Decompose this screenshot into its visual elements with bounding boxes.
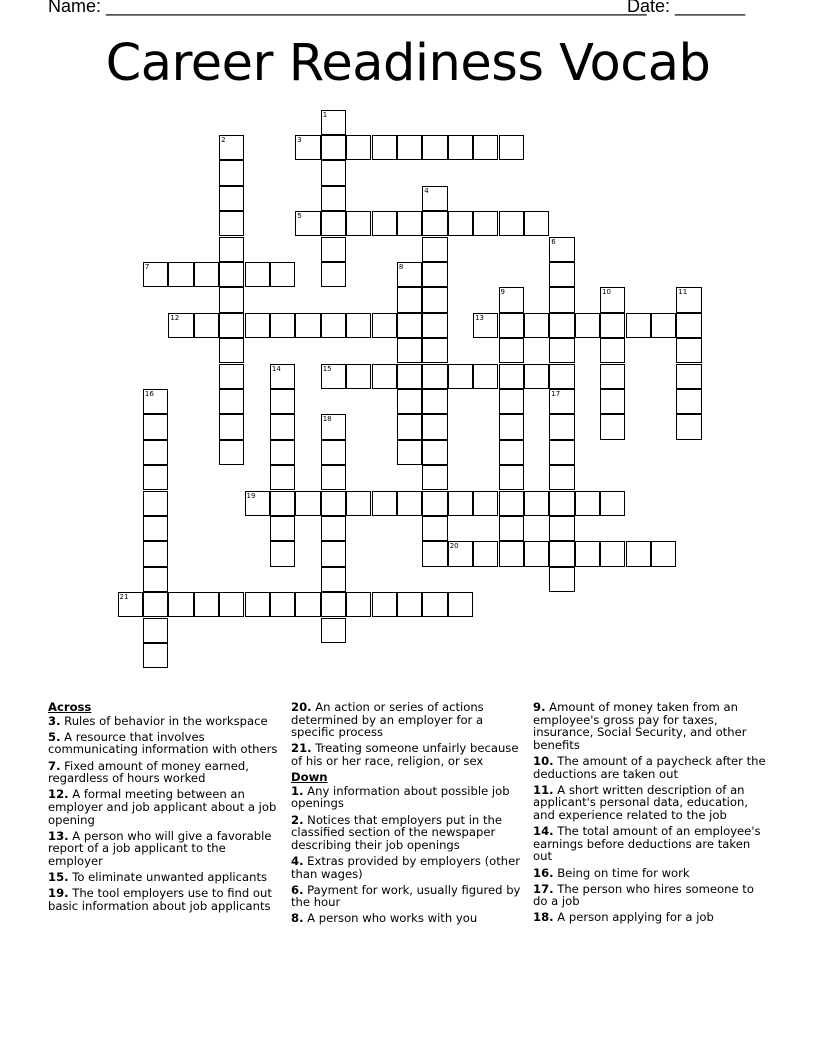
grid-cell[interactable]	[600, 313, 625, 338]
grid-cell[interactable]	[575, 313, 600, 338]
grid-cell[interactable]	[473, 211, 498, 236]
clue-number-label: 8	[398, 262, 404, 271]
grid-cell[interactable]	[422, 440, 447, 465]
grid-cell[interactable]	[219, 389, 244, 414]
grid-cell[interactable]	[676, 364, 701, 389]
clue-number-label: 3	[297, 135, 302, 144]
clue-number-label: 11	[678, 288, 688, 297]
grid-cell[interactable]	[321, 135, 346, 160]
grid-cell[interactable]	[549, 287, 574, 312]
grid-cell[interactable]	[219, 287, 244, 312]
clue-item	[533, 784, 769, 822]
grid-cell[interactable]	[524, 364, 549, 389]
clue-number: 9.	[533, 700, 546, 714]
clue-item	[291, 912, 527, 925]
grid-cell[interactable]	[270, 592, 295, 617]
grid-cell[interactable]	[422, 541, 447, 566]
grid-cell[interactable]	[397, 491, 422, 516]
clue-text: A person who works with you	[303, 911, 478, 926]
grid-cell[interactable]	[422, 135, 447, 160]
clue-item	[291, 742, 527, 767]
grid-cell[interactable]	[372, 592, 397, 617]
clue-number-label: 20	[449, 542, 459, 551]
clue-text: Notices that employers put in the classified section of the newspaper describing their job openings	[291, 812, 502, 852]
grid-cell[interactable]	[168, 262, 193, 287]
grid-cell[interactable]	[321, 262, 346, 287]
grid-cell[interactable]	[321, 541, 346, 566]
clue-item	[533, 701, 769, 751]
grid-cell[interactable]	[295, 313, 320, 338]
grid-cell[interactable]	[372, 313, 397, 338]
clue-text: Fixed amount of money earned, regardless of hours worked	[48, 758, 249, 786]
grid-cell[interactable]	[194, 262, 219, 287]
clue-item	[48, 760, 284, 785]
grid-cell[interactable]	[321, 440, 346, 465]
grid-cell[interactable]	[321, 414, 346, 439]
grid-cell[interactable]	[676, 414, 701, 439]
clue-number: 10.	[533, 753, 554, 768]
clue-item	[533, 911, 769, 924]
grid-cell[interactable]	[422, 516, 447, 541]
clue-number: 2.	[291, 812, 304, 827]
clue-number-label: 9	[500, 288, 505, 297]
grid-cell[interactable]	[397, 211, 422, 236]
grid-cell[interactable]	[321, 491, 346, 516]
grid-cell[interactable]	[321, 567, 346, 592]
grid-cell[interactable]	[321, 110, 346, 135]
grid-cell[interactable]	[397, 135, 422, 160]
grid-cell[interactable]	[422, 389, 447, 414]
grid-cell[interactable]	[676, 338, 701, 363]
grid-cell[interactable]	[448, 592, 473, 617]
grid-cell[interactable]	[422, 414, 447, 439]
grid-cell[interactable]	[346, 211, 371, 236]
clues-column-2	[291, 701, 527, 929]
grid-cell[interactable]	[245, 491, 270, 516]
grid-cell[interactable]	[499, 541, 524, 566]
grid-cell[interactable]	[321, 618, 346, 643]
grid-cell[interactable]	[143, 262, 168, 287]
clue-number-label: 10	[602, 288, 612, 297]
grid-cell[interactable]	[422, 364, 447, 389]
clue-number: 19.	[48, 886, 69, 901]
grid-cell[interactable]	[626, 541, 651, 566]
grid-cell[interactable]	[143, 618, 168, 643]
grid-cell[interactable]	[448, 364, 473, 389]
grid-cell[interactable]	[321, 186, 346, 211]
clue-item	[533, 883, 769, 908]
grid-cell[interactable]	[499, 135, 524, 160]
grid-cell[interactable]	[397, 389, 422, 414]
clue-number-label: 13	[475, 313, 485, 322]
grid-cell[interactable]	[219, 262, 244, 287]
grid-cell[interactable]	[143, 567, 168, 592]
grid-cell[interactable]	[422, 313, 447, 338]
clue-number-label: 18	[322, 415, 332, 424]
grid-cell[interactable]	[549, 389, 574, 414]
grid-cell[interactable]	[321, 465, 346, 490]
grid-cell[interactable]	[549, 313, 574, 338]
grid-cell[interactable]	[549, 262, 574, 287]
grid-cell[interactable]	[321, 237, 346, 262]
clue-number: 20.	[291, 700, 312, 714]
clue-number: 16.	[533, 865, 554, 880]
grid-cell[interactable]	[219, 135, 244, 160]
grid-cell[interactable]	[118, 592, 143, 617]
clue-number-label: 2	[221, 135, 226, 144]
grid-cell[interactable]	[524, 313, 549, 338]
grid-cell[interactable]	[295, 135, 320, 160]
clue-number: 15.	[48, 870, 69, 885]
grid-cell[interactable]	[600, 338, 625, 363]
grid-cell[interactable]	[321, 211, 346, 236]
grid-cell[interactable]	[143, 440, 168, 465]
clue-text: Treating someone unfairly because of his or her race, religion, or sex	[291, 741, 519, 768]
clue-text: The total amount of an employee's earnings before deductions are taken out	[533, 824, 761, 864]
clue-item	[533, 825, 769, 863]
grid-cell[interactable]	[219, 237, 244, 262]
grid-cell[interactable]	[270, 414, 295, 439]
grid-cell[interactable]	[549, 491, 574, 516]
clue-number-label: 21	[119, 593, 129, 602]
date-field-label: Date: _______	[627, 0, 746, 16]
grid-cell[interactable]	[372, 135, 397, 160]
grid-cell[interactable]	[219, 211, 244, 236]
clue-number-label: 15	[322, 364, 332, 373]
grid-cell[interactable]	[397, 338, 422, 363]
grid-cell[interactable]	[499, 465, 524, 490]
clue-number: 13.	[48, 828, 69, 843]
grid-cell[interactable]	[270, 262, 295, 287]
grid-cell[interactable]	[143, 592, 168, 617]
clue-text: A formal meeting between an employer and job applicant about a job opening	[48, 787, 277, 827]
grid-cell[interactable]	[473, 135, 498, 160]
clue-text: A person applying for a job	[553, 910, 714, 925]
grid-cell[interactable]	[549, 364, 574, 389]
grid-cell[interactable]	[575, 491, 600, 516]
grid-cell[interactable]	[499, 364, 524, 389]
clue-number-label: 12	[170, 313, 180, 322]
grid-cell[interactable]	[219, 592, 244, 617]
grid-cell[interactable]	[143, 516, 168, 541]
clue-text: A short written description of an applicant's personal data, education, and experience related to the job	[533, 782, 748, 822]
grid-cell[interactable]	[295, 491, 320, 516]
grid-cell[interactable]	[600, 287, 625, 312]
clue-number-label: 6	[551, 237, 556, 246]
grid-cell[interactable]	[321, 364, 346, 389]
clue-text: The amount of a paycheck after the deductions are taken out	[533, 753, 766, 781]
grid-cell[interactable]	[600, 364, 625, 389]
grid-cell[interactable]	[346, 313, 371, 338]
grid-cell[interactable]	[219, 338, 244, 363]
across-heading: Across	[48, 700, 92, 714]
down-heading: Down	[291, 770, 328, 785]
clue-item	[48, 715, 284, 728]
grid-cell[interactable]	[321, 516, 346, 541]
clue-item	[533, 867, 769, 880]
grid-cell[interactable]	[600, 414, 625, 439]
grid-cell[interactable]	[143, 541, 168, 566]
grid-cell[interactable]	[397, 313, 422, 338]
clue-number: 17.	[533, 881, 554, 896]
grid-cell[interactable]	[321, 592, 346, 617]
grid-cell[interactable]	[422, 465, 447, 490]
grid-cell[interactable]	[499, 389, 524, 414]
clue-number-label: 7	[144, 262, 150, 271]
grid-cell[interactable]	[651, 541, 676, 566]
grid-cell[interactable]	[549, 440, 574, 465]
clue-number: 3.	[48, 713, 61, 728]
page-title: Career Readiness Vocab	[105, 34, 711, 93]
clue-text: Rules of behavior in the workspace	[60, 713, 268, 728]
grid-cell[interactable]	[245, 262, 270, 287]
grid-cell[interactable]	[524, 491, 549, 516]
clue-text: The person who hires someone to do a job	[533, 881, 754, 909]
grid-cell[interactable]	[499, 338, 524, 363]
grid-cell[interactable]	[168, 592, 193, 617]
clue-text: To eliminate unwanted applicants	[68, 870, 268, 885]
clue-item	[48, 871, 284, 884]
clue-number-label: 14	[271, 364, 281, 373]
grid-cell[interactable]	[448, 211, 473, 236]
clue-text: Any information about possible job openings	[291, 783, 510, 811]
clue-item	[291, 814, 527, 852]
grid-cell[interactable]	[676, 287, 701, 312]
grid-cell[interactable]	[270, 516, 295, 541]
grid-cell[interactable]	[270, 491, 295, 516]
clue-item	[291, 855, 527, 880]
grid-cell[interactable]	[321, 313, 346, 338]
clue-text: A person who will give a favorable report of a job applicant to the employer	[48, 828, 272, 868]
grid-cell[interactable]	[372, 364, 397, 389]
clue-text: A resource that involves communicating information with others	[48, 729, 278, 757]
clue-number: 4.	[291, 853, 304, 868]
clue-item	[533, 755, 769, 780]
clue-number: 21.	[291, 741, 312, 756]
grid-cell[interactable]	[397, 414, 422, 439]
clue-text: Extras provided by employers (other than wages)	[291, 853, 520, 881]
grid-cell[interactable]	[143, 414, 168, 439]
grid-cell[interactable]	[346, 592, 371, 617]
clue-number-label: 5	[297, 212, 302, 221]
grid-cell[interactable]	[676, 389, 701, 414]
grid-cell[interactable]	[499, 211, 524, 236]
clues-column-1	[48, 701, 284, 916]
grid-cell[interactable]	[524, 211, 549, 236]
grid-cell[interactable]	[168, 313, 193, 338]
grid-cell[interactable]	[448, 541, 473, 566]
clue-number: 1.	[291, 783, 304, 798]
grid-cell[interactable]	[422, 491, 447, 516]
grid-cell[interactable]	[600, 541, 625, 566]
clue-number: 5.	[48, 729, 61, 744]
grid-cell[interactable]	[473, 313, 498, 338]
clue-number-label: 4	[424, 186, 429, 195]
grid-cell[interactable]	[397, 440, 422, 465]
grid-cell[interactable]	[397, 592, 422, 617]
grid-cell[interactable]	[372, 491, 397, 516]
grid-cell[interactable]	[219, 313, 244, 338]
grid-cell[interactable]	[346, 491, 371, 516]
grid-cell[interactable]	[346, 135, 371, 160]
grid-cell[interactable]	[499, 287, 524, 312]
grid-cell[interactable]	[295, 211, 320, 236]
grid-cell[interactable]	[448, 491, 473, 516]
grid-cell[interactable]	[245, 592, 270, 617]
grid-cell[interactable]	[422, 237, 447, 262]
grid-cell[interactable]	[143, 643, 168, 668]
grid-cell[interactable]	[219, 160, 244, 185]
clue-number: 8.	[291, 911, 304, 926]
clue-number: 14.	[533, 824, 554, 839]
grid-cell[interactable]	[245, 313, 270, 338]
grid-cell[interactable]	[194, 592, 219, 617]
grid-cell[interactable]	[346, 364, 371, 389]
grid-cell[interactable]	[499, 313, 524, 338]
grid-cell[interactable]	[219, 414, 244, 439]
grid-cell[interactable]	[549, 567, 574, 592]
grid-cell[interactable]	[448, 135, 473, 160]
grid-cell[interactable]	[295, 592, 320, 617]
clue-number: 18.	[533, 910, 554, 925]
clue-item	[291, 785, 527, 810]
grid-cell[interactable]	[270, 313, 295, 338]
clue-number-label: 17	[551, 389, 561, 398]
name-field-label: Name: ______________________________________________________	[48, 0, 647, 16]
grid-cell[interactable]	[422, 186, 447, 211]
grid-cell[interactable]	[473, 541, 498, 566]
grid-cell[interactable]	[499, 516, 524, 541]
grid-cell[interactable]	[270, 465, 295, 490]
clue-number: 12.	[48, 787, 69, 802]
grid-cell[interactable]	[219, 186, 244, 211]
clue-text: Amount of money taken from an employee's gross pay for taxes, insurance, Social Security, and other benefits	[533, 700, 747, 752]
grid-cell[interactable]	[626, 313, 651, 338]
grid-cell[interactable]	[549, 465, 574, 490]
grid-cell[interactable]	[397, 364, 422, 389]
grid-cell[interactable]	[219, 364, 244, 389]
grid-cell[interactable]	[422, 211, 447, 236]
grid-cell[interactable]	[270, 389, 295, 414]
grid-cell[interactable]	[321, 160, 346, 185]
grid-cell[interactable]	[422, 592, 447, 617]
grid-cell[interactable]	[143, 491, 168, 516]
clue-item	[291, 701, 527, 739]
grid-cell[interactable]	[372, 211, 397, 236]
grid-cell[interactable]	[473, 364, 498, 389]
clue-number-label: 1	[322, 110, 328, 119]
grid-cell[interactable]	[651, 313, 676, 338]
clue-item	[48, 731, 284, 756]
clue-item	[48, 788, 284, 826]
grid-cell[interactable]	[270, 364, 295, 389]
grid-cell[interactable]	[397, 287, 422, 312]
grid-cell[interactable]	[676, 313, 701, 338]
clue-item	[48, 887, 284, 912]
grid-cell[interactable]	[499, 491, 524, 516]
grid-cell[interactable]	[397, 262, 422, 287]
clue-text: Being on time for work	[553, 865, 690, 880]
clue-number-label: 16	[144, 389, 154, 398]
grid-cell[interactable]	[549, 516, 574, 541]
grid-cell[interactable]	[499, 414, 524, 439]
grid-cell[interactable]	[549, 237, 574, 262]
grid-cell[interactable]	[194, 313, 219, 338]
clue-number: 11.	[533, 782, 554, 797]
grid-cell[interactable]	[473, 491, 498, 516]
grid-cell[interactable]	[270, 541, 295, 566]
grid-cell[interactable]	[422, 287, 447, 312]
clue-number: 7.	[48, 758, 61, 773]
grid-cell[interactable]	[524, 541, 549, 566]
grid-cell[interactable]	[549, 338, 574, 363]
grid-cell[interactable]	[549, 541, 574, 566]
clue-number-label: 19	[246, 491, 256, 500]
clue-item	[291, 884, 527, 909]
grid-cell[interactable]	[143, 389, 168, 414]
grid-cell[interactable]	[600, 389, 625, 414]
grid-cell[interactable]	[549, 414, 574, 439]
clue-text: An action or series of actions determined by an employer for a specific process	[291, 700, 484, 740]
grid-cell[interactable]	[219, 440, 244, 465]
grid-cell[interactable]	[422, 338, 447, 363]
grid-cell[interactable]	[575, 541, 600, 566]
clue-text: Payment for work, usually figured by the hour	[291, 882, 521, 910]
grid-cell[interactable]	[143, 465, 168, 490]
clues-column-3	[533, 701, 769, 928]
clue-number: 6.	[291, 882, 304, 897]
grid-cell[interactable]	[422, 262, 447, 287]
grid-cell[interactable]	[499, 440, 524, 465]
clue-text: The tool employers use to find out basic information about job applicants	[48, 886, 272, 913]
clue-item	[48, 830, 284, 868]
grid-cell[interactable]	[270, 440, 295, 465]
grid-cell[interactable]	[600, 491, 625, 516]
